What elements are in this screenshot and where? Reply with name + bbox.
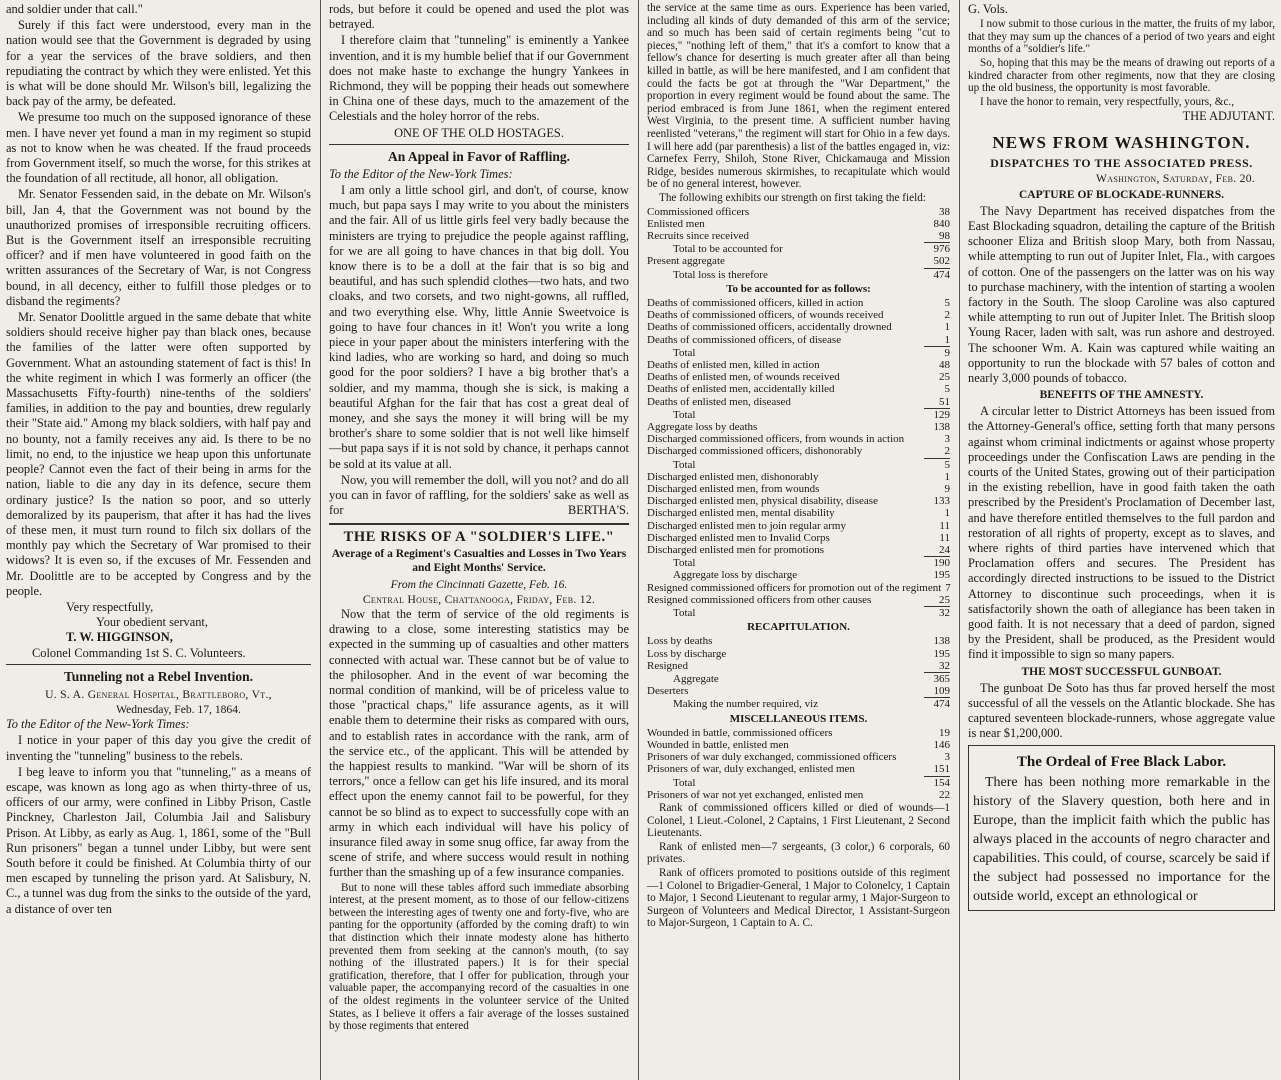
table-row [647, 459, 950, 471]
item-headline: BENEFITS OF THE AMNESTY. [1039, 389, 1204, 402]
text-paragraph: Rank of enlisted men—7 sergeants, (3 color,) 6 corporals, 60 privates. [647, 840, 950, 866]
article-headline: THE RISKS OF A "SOLDIER'S LIFE." [343, 528, 615, 545]
table-row [647, 698, 950, 710]
table-row [647, 532, 950, 544]
row-label: Deaths of enlisted men, accidentally killed [647, 383, 835, 396]
table-row [647, 230, 950, 242]
row-value: 11 [939, 519, 950, 532]
table-row [647, 243, 950, 255]
divider [6, 664, 311, 665]
column-4 [962, 0, 1281, 1080]
table-row [647, 685, 950, 697]
row-label: Deaths of commissioned officers, of wounds received [647, 309, 884, 322]
signature: THE ADJUTANT. [1182, 109, 1275, 124]
table-row [647, 218, 950, 230]
table-row [647, 507, 950, 519]
text-paragraph: The gunboat De Soto has thus far proved herself the most successful of all the vessels on the Atlantic blockade. She has captured seventeen blockade-runners, whose aggregate value is near $1,200,000. [968, 680, 1275, 741]
row-value: 5 [944, 458, 950, 471]
row-label: Total [673, 408, 696, 421]
table-row [647, 607, 950, 619]
dateline: U. S. A. General Hospital, Brattleboro, Vt., [45, 687, 272, 701]
table-row [647, 255, 950, 267]
text-paragraph: Now that the term of service of the old regiments is drawing to a close, some interesting statistics may be expected in the summing up of casualties and other matters connected with actual war. These cannot but be of value to the philosopher. And in the event of war becoming the normal condition of mankind, will be of priceless value to those "practical chaps," life assurance agents, as it will enable them to determine their risks as compared with ours, and to establish rates in accordance with the rank, arm of the service etc., of the applicant. This will be attended by the happiest results to mankind. "War will be shorn of its terrors," once a fellow can get his life insured, and its moral effect upon the enemy cannot fail to be powerful, for they cannot be so blind as to expect to successfully cope with an army in which each individual will have his policy of insurance filed away in some snug office, far away from the scene of strife, and where success would result in nothing further than the smashing up of a few insurance companies. [329, 606, 629, 880]
text-paragraph: There has been nothing more remarkable in the history of the Slavery question, both here and in Europe, than the implicit faith which the public has always placed in the accounts of negro character and capabilities. This could, of course, scarcely be said if the subject had possessed no importance for the outside world, except an ethnological or [973, 775, 1270, 905]
text-paragraph: We presume too much on the supposed ignorance of these men. I have never yet found a man in my regiment so stupid as not to know when he was cheated. If the fraud proceeds from Government itself, so much the worse, for this strikes at the foundation of all rectitude, all honor, all obligation. [6, 110, 311, 186]
table-row [647, 334, 950, 346]
text-run: Now, you will remember the doll, will you not? and do all you can in favor of raffling, for the soldiers' sake as well as for [329, 472, 629, 518]
row-label: Discharged commissioned officers, dishonorably [647, 445, 863, 458]
text-paragraph: the service at the same time as ours. Experience has been varied, including all kinds of duty demanded of this arm of the service; and so much has been said of certain regiments being "cut to pieces," "nothing left of them," that it's a comfort to know that a fellow's chance for deserting is much greater after all than being killed in battle, as will be here manifested, and I am confident that could the facts be got at through the "War Department," the proportion in every regiment would be found about the same. The period embraced is from June 1861, when the regiment entered West Virginia, to the present time. A sufficient number having reenlisted "veterans," the regiment will start for Ohio in a few days. I will here add (par parenthesis) a list of the battles engaged in, viz: Carnefex Ferry, Shiloh, Stone River, Chickamauga and Mission Ridge, besides numerous skirmishes, to recapitulate which would be of no general interest, however. [647, 2, 950, 191]
row-value: 146 [933, 739, 950, 752]
row-label: Discharged enlisted men for promotions [647, 543, 824, 556]
table-row [647, 269, 950, 281]
row-value: 195 [933, 647, 950, 660]
table-row [647, 635, 950, 647]
row-label: Discharged enlisted men, mental disability [647, 507, 835, 520]
row-value: 133 [933, 495, 950, 508]
column-rule [320, 0, 321, 1080]
text-paragraph: Surely if this fact were understood, every man in the nation would see that the Government is degraded by using for a year the services of the brave soldiers, and then repudiating the contract by which they were enlisted. Yet this is what will be done should Mr. Wilson's bill, legalizing the back pay of the army, be defeated. [6, 18, 311, 109]
text-paragraph: Rank of commissioned officers killed or died of wounds—1 Colonel, 1 Lieut.-Colonel, 2 Captains, 1 First Lieutenant, 2 Second Lieutenants. [647, 802, 950, 840]
table-row [647, 557, 950, 569]
signer-name: T. W. HIGGINSON, [66, 630, 173, 645]
row-value: 195 [933, 569, 950, 582]
row-value: 976 [933, 243, 950, 256]
row-label: Wounded in battle, enlisted men [647, 739, 789, 752]
row-value: 22 [939, 788, 950, 801]
row-label: Total loss is therefore [673, 268, 768, 281]
table-row [647, 409, 950, 421]
row-value: 3 [944, 433, 950, 446]
text-paragraph: A circular letter to District Attorneys has been issued from the Attorney-General's office, setting forth that many persons against whom criminal indictments or against whose property proceedings under the Confiscation Laws are pending in the courts of the United States, growing out of their participation in the existing rebellion, have in good faith taken the oath prescribed by the President's Proclamation of December last, and have therefore entitled themselves to the full pardon and restoration of all rights of property, except as to slaves, and where rights of third parties have intervened which that Proclamation offers and secures. The President has accordingly directed instructions to be issued to the District Attorney to discontinue such proceedings, when it is satisfactorily shown the oath of allegiance has been taken in good faith. It is not necessary that a deed of pardon, signed by the President, shall be produced, as the President would find it impossible to sign so many papers. [968, 404, 1275, 662]
text-paragraph [329, 473, 629, 519]
row-label: Discharged enlisted men, physical disability, disease [647, 495, 878, 508]
text-paragraph: I beg leave to inform you that "tunneling," as a means of escape, was known as long ago as when thirty-three of us, officers of our army, were confined in Libby Prison, Castle Pinckney, Charleston Jail, Columbia Jail and Salisbury Prison. At Libby, as early as Aug. 1, 1861, some of the "Bull Run prisoners" began a tunnel under Libby, but were sent South before it could be finished. At Columbia thirty of our men escaped by tunneling the prison yard. At Salisbury, N. C., a tunnel was dug from the sinks to the outside of the yard, a distance of over ten [6, 764, 311, 916]
row-label: Resigned commissioned officers for promotion out of the regiment [647, 581, 942, 594]
table-row [647, 321, 950, 333]
table-row [647, 582, 950, 594]
table-row [647, 445, 950, 457]
row-label: Loss by deaths [647, 635, 713, 648]
row-label: Enlisted men [647, 217, 705, 230]
column-rule [959, 0, 960, 1080]
address-line: To the Editor of the New-York Times: [6, 717, 190, 732]
row-label: Aggregate [673, 673, 719, 686]
text-paragraph: But to none will these tables afford such immediate absorbing interest, at the present moment, as to those of our fellow-citizens between the interesting ages of twenty one and forty-five, who are panting for the opportunity (afforded by the coming draft) to win that distinction which their innate modesty alone has hitherto prevented them from seeking at the cannon's mouth, (to say nothing of the illustrated papers.) It is for their special gratification, therefore, that I offer for publication, through your valuable paper, the accompanying record of the casualties in one of the oldest regiments in the volunteer service of the United States, as I believe it offers a fair average of the losses sustained by those regiments that entered [329, 881, 629, 1033]
row-label: Wounded in battle, commissioned officers [647, 726, 833, 739]
closing-line: Your obedient servant, [96, 615, 208, 630]
table-row [647, 751, 950, 763]
row-value: 840 [933, 217, 950, 230]
text-paragraph: Mr. Senator Fessenden said, in the debate on Mr. Wilson's bill, Jan 4, that the Government was not bound by the unauthorized promises of irresponsible recruiting officers. But is the Government itself an irresponsible recruiting officer? and if men have volunteered in good faith on the written assurances of the Secretary of War, is not Congress bound, in all decency, either to fulfill those pledges or to disband the regiments? [6, 187, 311, 308]
table-row [647, 383, 950, 395]
text-paragraph: I am only a little school girl, and don't, of course, know much, but papa says I may write to you about the ministers and the fair. All of us little girls feel very badly because the ministers are trying to prejudice the people against raffling, for we are all going to have chances in that big doll. You know there is to be a doll at the fair that is so big and beautiful, and has such splendid clothes—two hats, and two cloaks, and two corsets, and two night-gowns, all ruffled, and two everything else. Why, little Annie Sweetvoice is going to have four chances in it! Won't you write a long piece in your paper about the ministers interfering with the kind ladies, who are working so hard, and doing so much good for the poor soldiers? I have a big brother that's a soldier, and my mamma, though she is sick, is making a beautiful Afghan for the fair that has cost a great deal of money, and she says the money it will bring will be my brother's share to some soldier that is not well like himself—but papa says if it is not sold by chance, it perhaps cannot be sold at its value at all. [329, 183, 629, 471]
row-value: 38 [939, 205, 950, 218]
text-paragraph: I now submit to those curious in the matter, the fruits of my labor, that they may sum up the chances of a period of two years and eight months of a "soldier's life." [968, 18, 1275, 56]
row-value: 3 [944, 751, 950, 764]
row-value: 129 [933, 408, 950, 421]
table-row [647, 763, 950, 775]
row-label: Total [673, 346, 696, 359]
row-label: Deaths of commissioned officers, killed in action [647, 296, 864, 309]
table-row [647, 594, 950, 606]
row-label: Aggregate loss by discharge [673, 569, 798, 582]
dateline: Central House, Chattanooga, Friday, Feb. 12. [362, 592, 596, 606]
text-paragraph: The following exhibits our strength on first taking the field: [659, 191, 926, 204]
table-row [647, 648, 950, 660]
row-value: 5 [944, 296, 950, 309]
row-label: Prisoners of war, duly exchanged, enlisted men [647, 763, 855, 776]
column-2 [323, 0, 635, 1080]
text-paragraph: Mr. Senator Doolittle argued in the same debate that white soldiers should receive higher pay than black ones, because the families of the latter were often supported by Government. What an astounding statement of fact is this! In the white regiment in which I was formerly an officer (the Massachusetts Fifty-fourth) nine-tenths of the soldiers' families, in addition to the pay and bounties, drew regularly their "State aid." Among my black soldiers, with half pay and no bounty, not a family receives any aid. Is there to be no limit, no end, to the injustice we heap upon this unfortunate people? Cannot even the fact of their being in arms for the nation, liable to die any day in its defence, secure them ordinary justice? Is the nation so poor, and so utterly demoralized by its pauperism, that after it has had the lives of these men, it must turn round to filch six dollars of the monthly pay which the Secretary of War promised to their widows? It is even so, if the excuses of Mr. Fessenden and Mr. Doolittle are to be accepted by Congress and by the people. [6, 310, 311, 598]
row-value: 19 [939, 726, 950, 739]
row-value: 151 [933, 763, 950, 776]
row-value: 7 [945, 581, 951, 594]
table-row [647, 495, 950, 507]
table-row [647, 569, 950, 581]
row-label: Present aggregate [647, 255, 725, 268]
table-row [647, 371, 950, 383]
table-row [647, 777, 950, 789]
table-heading: RECAPITULATION. [747, 621, 850, 634]
row-value: 24 [939, 543, 950, 556]
row-label: Deaths of enlisted men, of wounds received [647, 371, 840, 384]
item-headline: CAPTURE OF BLOCKADE-RUNNERS. [1019, 188, 1224, 201]
row-value: 25 [939, 371, 950, 384]
item-headline: THE MOST SUCCESSFUL GUNBOAT. [1021, 665, 1222, 678]
text-paragraph: The Navy Department has received dispatches from the East Blockading squadron, detailing the capture of the British schooner Eliza and British sloop Mary, both from Nassau, while attempting to run out of Jupiter Inlet, Fla., with cargoes of cotton. One of the passengers on the latter was on his way to purchase machinery, with the intention of starting a woolen factory in the South. The sloop Caroline was also captured while attempting to run out of Jupiter Inlet. The British sloop Young Racer, laden with salt, was run ashore and destroyed. The schooner Wm. A. Kain was captured while waiting an opportunity to run the blockade with 57 bales of cotton and nearly 3,000 pounds of tobacco. [968, 203, 1275, 385]
row-value: 190 [933, 557, 950, 570]
table-row [647, 471, 950, 483]
signature: ONE OF THE OLD HOSTAGES. [394, 125, 564, 140]
row-value: 2 [944, 309, 950, 322]
text-paragraph: I therefore claim that "tunneling" is eminently a Yankee invention, and it is my humble belief that if our Government does not make haste to exchange the hungry Yankees in Richmond, they will be popping their heads out somewhere in China one of these days, much to the amazement of the Celestials and the holey horror of the rebs. [329, 33, 629, 124]
address-line: To the Editor of the New-York Times: [329, 166, 513, 181]
row-value: 1 [944, 321, 950, 334]
row-value: 5 [944, 383, 950, 396]
row-label: Commissioned officers [647, 205, 750, 218]
table-row [647, 297, 950, 309]
row-label: Prisoners of war not yet exchanged, enlisted men [647, 788, 864, 801]
row-value: 474 [933, 698, 950, 711]
row-value: 9 [944, 346, 950, 359]
text-paragraph: I have the honor to remain, very respectfully, yours, &c., [980, 95, 1235, 108]
row-label: Total [673, 607, 696, 619]
column-rule [638, 0, 639, 1080]
text-paragraph: rods, but before it could be opened and used the plot was betrayed. [329, 2, 629, 32]
table-row [647, 483, 950, 495]
row-value: 98 [939, 229, 950, 242]
text-paragraph: I notice in your paper of this day you give the credit of inventing the "tunneling" business to the rebels. [6, 733, 311, 763]
row-value: 1 [944, 507, 950, 520]
row-value: 32 [939, 607, 950, 619]
table-row [647, 396, 950, 408]
row-value: 138 [933, 635, 950, 648]
casualty-table [647, 206, 950, 802]
row-value: 51 [939, 395, 950, 408]
row-label: Aggregate loss by deaths [647, 420, 758, 433]
row-label: Deaths of enlisted men, killed in action [647, 358, 820, 371]
text-paragraph: and soldier under that call." [6, 2, 143, 16]
row-value: 1 [944, 470, 950, 483]
table-row [647, 309, 950, 321]
row-label: Discharged enlisted men, from wounds [647, 482, 820, 495]
table-heading: To be accounted for as follows: [726, 282, 871, 295]
divider [329, 523, 629, 525]
article-headline: An Appeal in Favor of Raffling. [387, 148, 571, 164]
table-row [647, 347, 950, 359]
divider [329, 144, 629, 145]
row-value: 32 [939, 659, 950, 672]
row-label: Deaths of enlisted men, diseased [647, 395, 791, 408]
row-label: Discharged enlisted men, dishonorably [647, 470, 819, 483]
row-label: Resigned [647, 659, 688, 672]
table-row [647, 359, 950, 371]
text-paragraph: G. Vols. [968, 2, 1008, 16]
article-subheadline: Average of a Regiment's Casualties and Losses in Two Years and Eight Months' Service. [331, 547, 627, 574]
row-value: 365 [933, 673, 950, 686]
row-label: Discharged commissioned officers, from wounds in action [647, 433, 905, 446]
row-label: Discharged enlisted men to Invalid Corps [647, 531, 830, 544]
table-row [647, 739, 950, 751]
row-value: 2 [944, 445, 950, 458]
row-label: Making the number required, viz [673, 698, 819, 711]
table-row [647, 433, 950, 445]
table-heading: MISCELLANEOUS ITEMS. [729, 712, 868, 725]
row-value: 474 [933, 268, 950, 281]
row-label: Resigned commissioned officers from other causes [647, 593, 872, 606]
row-value: 154 [933, 776, 950, 789]
row-label: Deaths of commissioned officers, of disease [647, 333, 842, 346]
row-label: Total [673, 776, 696, 789]
text-paragraph: So, hoping that this may be the means of drawing out reports of a kindred character from other regiments, now that they are closing up the old business, the opportunity is most favorable. [968, 56, 1275, 95]
row-value: 502 [933, 255, 950, 268]
dateline: Washington, Saturday, Feb. 20. [1096, 171, 1255, 185]
row-value: 109 [933, 685, 950, 698]
row-label: Deaths of commissioned officers, accidentally drowned [647, 321, 892, 334]
row-value: 9 [944, 482, 950, 495]
table-row [647, 520, 950, 532]
table-row [647, 206, 950, 218]
signer-title: Colonel Commanding 1st S. C. Volunteers. [32, 645, 246, 660]
row-label: Discharged enlisted men to join regular army [647, 519, 846, 532]
section-headline: NEWS FROM WASHINGTON. [992, 132, 1251, 152]
article-headline: The Ordeal of Free Black Labor. [1016, 754, 1227, 771]
row-label: Total to be accounted for [673, 243, 783, 256]
row-label: Total [673, 557, 696, 570]
source-line: From the Cincinnati Gazette, Feb. 16. [390, 577, 568, 591]
row-value: 25 [939, 593, 950, 606]
article-headline: Tunneling not a Rebel Invention. [64, 668, 253, 684]
dateline: Wednesday, Feb. 17, 1864. [116, 702, 241, 716]
table-row [647, 660, 950, 672]
ordeal-article-box [968, 745, 1275, 911]
column-1 [0, 0, 317, 1080]
column-3 [641, 0, 956, 1080]
table-row [647, 673, 950, 685]
closing-line: Very respectfully, [66, 599, 154, 614]
row-label: Recruits since received [647, 229, 750, 242]
row-label: Deserters [647, 685, 689, 698]
text-paragraph: Rank of officers promoted to positions outside of this regiment—1 Colonel to Brigadier-General, 1 Major to Colonelcy, 1 Captain to Major, 1 Second Lieutenant to regular army, 1 Major-Surgeon to Surgeon of Volunteers and Medical Director, 1 Assistant-Surgeon to Major-Surgeon, 1 Captain to A. C. [647, 867, 950, 930]
table-row [647, 727, 950, 739]
row-value: 48 [939, 358, 950, 371]
row-value: 1 [944, 333, 950, 346]
table-row [647, 789, 950, 801]
section-subheadline: DISPATCHES TO THE ASSOCIATED PRESS. [990, 155, 1253, 170]
row-label: Total [673, 458, 696, 471]
row-value: 138 [933, 420, 950, 433]
row-value: 11 [939, 531, 950, 544]
table-row [647, 421, 950, 433]
table-row [647, 544, 950, 556]
row-label: Prisoners of war duly exchanged, commissioned officers [647, 751, 897, 764]
signature: BERTHA'S. [567, 503, 629, 518]
row-label: Loss by discharge [647, 647, 727, 660]
